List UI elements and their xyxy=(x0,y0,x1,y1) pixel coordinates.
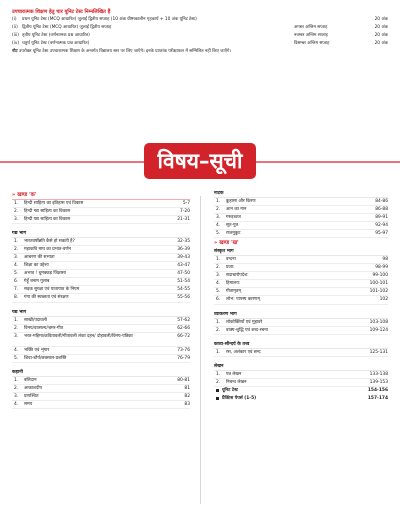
contents-right-column xyxy=(214,190,388,403)
contents-entry[interactable] xyxy=(12,347,190,355)
entry-page: 101-102 xyxy=(369,289,388,295)
entry-title: प्रैक्टिस पेपर्स (1-5) xyxy=(222,395,257,401)
contents-entry[interactable] xyxy=(12,278,190,286)
entry-title: अभाव ! धुमक्कड़ जिज्ञासा xyxy=(24,271,66,277)
entry-title: वन्दना xyxy=(226,257,236,263)
note xyxy=(12,48,388,56)
row-text: प्रथम यूनिट टेस्ट (MCQ आधारित) जुलाई द्वितीय सप्ताह (10 अंक ग्रीष्मकालीन गृहकार्य + 10 अंक यूनिट टेस्ट) xyxy=(22,17,197,22)
entry-title: निबन्ध लेखन xyxy=(226,379,247,385)
entry-number: 3. xyxy=(216,273,221,279)
contents-entry[interactable] xyxy=(214,280,388,288)
padya-section-title: पद्य भाग xyxy=(12,309,190,317)
lekhan-list xyxy=(214,371,388,387)
entry-number: 4. xyxy=(14,263,19,269)
entry-page: 82 xyxy=(184,393,190,399)
contents-entry[interactable] xyxy=(214,327,388,335)
contents-entry[interactable] xyxy=(214,230,388,238)
contents-entry[interactable] xyxy=(12,270,190,278)
entry-page: 95-97 xyxy=(375,231,388,237)
entry-page: 43-47 xyxy=(177,263,190,269)
entry-number: 2. xyxy=(14,247,19,253)
entry-page: 39-43 xyxy=(177,255,190,261)
entry-page: 47-50 xyxy=(177,271,190,277)
row-schedule: दिसम्बर अन्तिम सप्ताह xyxy=(294,41,330,46)
contents-entry[interactable] xyxy=(214,296,388,304)
entry-title: रस, अलंकार एवं छन्द xyxy=(226,349,261,355)
contents-entry[interactable] xyxy=(12,333,190,347)
entry-number: 5. xyxy=(14,355,19,361)
row-number: (ii) xyxy=(12,25,18,30)
entry-page: 86-88 xyxy=(375,207,388,213)
entry-page: 54-55 xyxy=(177,287,190,293)
entry-title: प्रायश्चित xyxy=(24,393,39,399)
contents-entry[interactable] xyxy=(12,377,190,385)
entry-number: 3. xyxy=(14,217,19,223)
contents-entry[interactable] xyxy=(214,349,388,357)
unit-test-row xyxy=(12,24,388,32)
vyakaran-list xyxy=(214,319,388,335)
entry-title: लोकोक्तियाँ एवं मुहावरे xyxy=(226,319,263,325)
entry-title: महाकवि माघ का प्रभात-वर्णन xyxy=(24,247,71,253)
extras-list xyxy=(214,387,388,403)
column-divider xyxy=(200,196,201,504)
entry-title: शिवा-शौर्य/छत्रसाल-प्रशस्ति xyxy=(24,355,67,361)
intro-list xyxy=(12,200,190,224)
entry-title: भक्ति एवं शृंगार xyxy=(24,347,50,353)
double-chevron-icon: » xyxy=(214,240,218,247)
entry-title: गंगा की स्वच्छता एवं संरक्षण xyxy=(24,295,69,301)
entry-number: 1. xyxy=(216,257,221,263)
entry-page: 55-56 xyxy=(177,295,190,301)
row-marks: 20 अंक xyxy=(374,41,388,46)
row-text: द्वितीय यूनिट टेस्ट (MCQ आधारित) जुलाई द्वितीय सप्ताह xyxy=(22,25,112,30)
entry-number: 5. xyxy=(216,231,221,237)
unit-test-row xyxy=(12,16,388,24)
entry-title: भरत-महिमा/कवितावली/गीतावली लंका दहन/ दोहावली/विनय-पत्रिका xyxy=(24,333,133,339)
entry-number: 5. xyxy=(14,271,19,277)
entry-number: 2. xyxy=(14,209,19,215)
entry-page: 139-153 xyxy=(369,379,388,385)
khand-kha-title: खण्ड 'ख' xyxy=(219,240,239,247)
row-marks: 20 अंक xyxy=(374,25,388,30)
natak-list xyxy=(214,198,388,238)
contents-entry[interactable] xyxy=(214,206,388,214)
note-label: नोट xyxy=(12,49,18,54)
entry-title: सड़क सुरक्षा एवं यातायात के नियम xyxy=(24,287,80,293)
entry-page: 57-62 xyxy=(177,317,190,323)
entry-number: 3. xyxy=(14,333,19,339)
entry-number: 1. xyxy=(14,377,19,383)
entry-page: 100-101 xyxy=(369,281,388,287)
entry-number: 1. xyxy=(216,199,221,204)
entry-page: 92-94 xyxy=(375,223,388,229)
row-number: (iv) xyxy=(12,41,20,46)
row-number: (iii) xyxy=(12,33,19,38)
entry-page: 7-20 xyxy=(180,209,190,215)
entry-page: 21-31 xyxy=(177,217,190,223)
contents-entry[interactable] xyxy=(12,294,190,302)
row-number: (i) xyxy=(12,17,17,22)
kavya-list xyxy=(214,349,388,357)
entry-title: हिमालय: xyxy=(226,281,241,287)
contents-left-column xyxy=(12,190,190,409)
contents-entry[interactable] xyxy=(12,393,190,401)
contents-entry[interactable] xyxy=(12,286,190,294)
square-bullet-icon xyxy=(216,389,219,392)
entry-title: बलिदान xyxy=(24,377,37,383)
contents-entry[interactable] xyxy=(214,272,388,280)
entry-page: 5-7 xyxy=(182,201,190,206)
contents-entry[interactable] xyxy=(12,325,190,333)
entry-number: 3. xyxy=(14,393,19,399)
row-marks: 20 अंक xyxy=(374,17,388,22)
entry-page: 84-86 xyxy=(375,199,388,204)
contents-entry[interactable] xyxy=(12,385,190,393)
contents-entry[interactable] xyxy=(214,395,388,403)
entry-number: 1. xyxy=(216,371,221,377)
square-bullet-icon xyxy=(216,397,219,400)
entry-number: 3. xyxy=(216,215,221,221)
contents-entry[interactable] xyxy=(214,319,388,327)
entry-title: विनय/वात्सल्य/भ्रमर-गीत xyxy=(24,325,64,331)
sanskrit-section-title: संस्कृत भाग xyxy=(214,248,388,256)
entry-title: हिन्दी गद्य साहित्य का विकास xyxy=(24,209,71,215)
contents-entry[interactable] xyxy=(214,387,388,395)
sanskrit-list xyxy=(214,256,388,304)
entry-title: राजमुकुट xyxy=(226,231,241,237)
unit-test-row xyxy=(12,32,388,40)
entry-page: 157-174 xyxy=(367,395,388,401)
contents-entry[interactable] xyxy=(12,208,190,216)
entry-number: 1. xyxy=(14,239,19,245)
entry-title: वाक्य-शुद्धि एवं शब्द-रचना xyxy=(226,327,268,333)
contents-entry[interactable] xyxy=(214,371,388,379)
row-text: चतुर्थ यूनिट टेस्ट (वर्णनात्मक प्रश्न आधारित) xyxy=(22,41,90,46)
contents-entry[interactable] xyxy=(12,317,190,325)
khand-kha-header[interactable] xyxy=(214,239,388,248)
entry-number: 2. xyxy=(14,325,19,331)
contents-entry[interactable] xyxy=(12,216,190,224)
contents-entry[interactable] xyxy=(214,379,388,387)
contents-entry[interactable] xyxy=(214,214,388,222)
contents-title: विषय–सूची xyxy=(144,143,256,179)
entry-page: 51-54 xyxy=(177,279,190,285)
entry-title: कुहासा और किरण xyxy=(226,199,256,204)
contents-entry[interactable] xyxy=(12,238,190,246)
entry-page: 98 xyxy=(382,257,388,263)
entry-title: हिन्दी पद्य साहित्य का विकास xyxy=(24,217,71,223)
entry-page: 83 xyxy=(184,401,190,407)
entry-title: गीतामृतम् xyxy=(226,289,242,295)
entry-number: 1. xyxy=(14,201,19,206)
contents-entry[interactable] xyxy=(12,200,190,208)
unit-test-row xyxy=(12,40,388,48)
contents-entry[interactable] xyxy=(12,401,190,409)
contents-entry[interactable] xyxy=(214,256,388,264)
entry-title: आकाशदीप xyxy=(24,385,42,391)
lekhan-section-title: लेखन xyxy=(214,363,388,371)
entry-page: 89-91 xyxy=(375,215,388,221)
entry-number: 6. xyxy=(216,297,221,303)
row-schedule: अगस्त अन्तिम सप्ताह xyxy=(294,25,328,30)
contents-entry[interactable] xyxy=(214,198,388,206)
khand-ka-header[interactable] xyxy=(12,191,190,200)
entry-page: 62-66 xyxy=(177,325,190,331)
entry-page: 73-76 xyxy=(177,347,190,353)
vyakaran-section-title: व्याकरण भाग xyxy=(214,311,388,319)
kavya-section-title: काव्य-सौन्दर्य के तत्त्व xyxy=(214,341,388,349)
entry-title: यूनिट टेस्ट xyxy=(222,387,238,393)
gadya-section-title: गद्य भाग xyxy=(12,230,190,238)
entry-number: 2. xyxy=(216,265,221,271)
contents-banner xyxy=(0,140,400,184)
contents-entry[interactable] xyxy=(214,222,388,230)
entry-page: 102 xyxy=(379,297,388,303)
entry-title: हिन्दी साहित्य का इतिहास एवं विकास xyxy=(24,201,84,206)
entry-page: 66-72 xyxy=(177,333,190,339)
padya-list xyxy=(12,317,190,363)
note-text: उपरोक्त यूनिट टेस्ट उपचारात्मक शिक्षण के अन्तर्गत विद्यालय स्तर पर लिए जाएँगे। इनके प्राप्तांक परीक्षाफल में सम्मिलित नहीं किए जाएँगे। xyxy=(19,49,232,54)
entry-number: 2. xyxy=(14,385,19,391)
contents-entry[interactable] xyxy=(12,254,190,262)
entry-page: 133-138 xyxy=(369,371,388,377)
contents-entry[interactable] xyxy=(12,246,190,254)
entry-title: आन का मान xyxy=(226,207,247,213)
row-marks: 20 अंक xyxy=(374,33,388,38)
natak-section-title: नाटक xyxy=(214,190,388,198)
row-text: तृतीय यूनिट टेस्ट (वर्णनात्मक प्रश्न आधारित) xyxy=(22,33,90,38)
entry-title: गरुड़ध्वज xyxy=(226,215,241,221)
contents-entry[interactable] xyxy=(214,288,388,296)
entry-number: 2. xyxy=(216,327,221,333)
entry-title: प्रजा: xyxy=(226,265,235,271)
unit-test-heading: उपचारात्मक शिक्षण हेतु चार यूनिट टेस्ट निम्नलिखित हैं xyxy=(12,9,111,15)
contents-entry[interactable] xyxy=(214,264,388,272)
double-chevron-icon: » xyxy=(12,192,16,198)
gadya-list xyxy=(12,238,190,302)
entry-page: 32-35 xyxy=(177,239,190,245)
entry-page: 98-99 xyxy=(375,265,388,271)
contents-entry[interactable] xyxy=(12,355,190,363)
entry-number: 4. xyxy=(216,281,221,287)
entry-page: 125-131 xyxy=(369,349,388,355)
kahani-section-title: कहानी xyxy=(12,369,190,377)
entry-number: 1. xyxy=(14,317,19,323)
entry-page: 81 xyxy=(184,385,190,391)
khand-ka-title: खण्ड 'क' xyxy=(17,192,37,198)
entry-title: साखी/पदावली xyxy=(24,317,47,323)
entry-number: 6. xyxy=(14,279,19,285)
entry-title: सूत-पुत्र xyxy=(226,223,238,229)
entry-number: 5. xyxy=(216,289,221,295)
entry-number: 4. xyxy=(14,347,19,353)
kahani-list xyxy=(12,377,190,409)
entry-title: पत्र लेखन xyxy=(226,371,242,377)
entry-title: भारतवर्षोन्नति कैसे हो सकती है? xyxy=(24,239,75,245)
entry-title: गेहूँ बनाम गुलाब xyxy=(24,279,50,285)
entry-page: 109-124 xyxy=(369,327,388,333)
entry-number: 7. xyxy=(14,287,19,293)
entry-page: 36-39 xyxy=(177,247,190,253)
unit-test-info xyxy=(12,8,388,56)
entry-title: शिक्षा का उद्देश्य xyxy=(24,263,49,269)
entry-number: 4. xyxy=(216,223,221,229)
row-schedule: नवम्बर अन्तिम सप्ताह xyxy=(294,33,328,38)
entry-page: 76-79 xyxy=(177,355,190,361)
entry-page: 154-156 xyxy=(367,387,388,393)
entry-title: समय xyxy=(24,401,33,407)
entry-number: 1. xyxy=(216,319,221,325)
row-schedule xyxy=(294,16,366,24)
entry-title: लोभ: पापस्य कारणम् xyxy=(226,297,260,303)
entry-number: 8. xyxy=(14,295,19,301)
entry-number: 1. xyxy=(216,349,221,355)
entry-number: 4. xyxy=(14,401,19,407)
entry-page: 80-81 xyxy=(177,377,190,383)
entry-title: सदाचारोपदेश: xyxy=(226,273,249,279)
entry-number: 2. xyxy=(216,207,221,213)
entry-page: 99-100 xyxy=(372,273,388,279)
entry-title: आचरण की सभ्यता xyxy=(24,255,55,261)
entry-number: 3. xyxy=(14,255,19,261)
entry-number: 2. xyxy=(216,379,221,385)
entry-page: 103-108 xyxy=(369,319,388,325)
contents-entry[interactable] xyxy=(12,262,190,270)
